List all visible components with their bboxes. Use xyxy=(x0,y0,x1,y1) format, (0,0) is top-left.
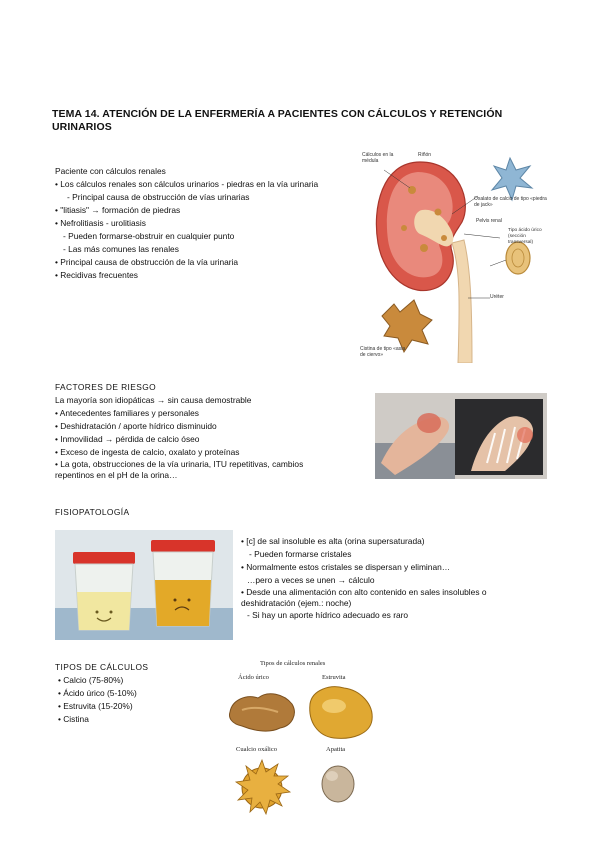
label-struvite: Estruvita xyxy=(322,674,346,681)
bullet-line: • Nefrolitiasis - urolitiasis xyxy=(55,218,146,228)
label-calculi: Cálculos en la médula xyxy=(362,152,394,164)
intro-line: La mayoría son idiopáticas → sin causa demostrable xyxy=(55,395,252,405)
sad-eye xyxy=(174,599,177,602)
label-calcium-oxalate: Cualcio oxálico xyxy=(236,746,277,753)
bullet-line: • Ácido úrico (5-10%) xyxy=(58,688,137,698)
label-pelvis: Pelvis renal xyxy=(476,218,502,224)
ureter-shape xyxy=(452,240,472,363)
bullet-line: • Inmovilidad → pérdida de calcio óseo xyxy=(55,434,200,444)
bullet-line: • "litiasis" → formación de piedras xyxy=(55,205,181,215)
bullet-line: • Desde una alimentación con alto contenido en sales insolubles o xyxy=(241,587,487,597)
tophus-highlight xyxy=(517,427,533,443)
section-heading: Paciente con cálculos renales xyxy=(55,166,166,176)
label-apatite: Apatita xyxy=(326,746,346,753)
continuation-line: repentinos en el pH de la orina… xyxy=(55,470,178,480)
stone-highlight xyxy=(326,771,338,781)
sub-line: - Pueden formarse cristales xyxy=(249,549,352,559)
stone-shape xyxy=(441,235,447,241)
stones-illustration xyxy=(222,660,392,830)
kidney-diagram xyxy=(360,148,550,363)
section-pathophysiology-heading-wrap xyxy=(55,506,129,519)
bullet-line: • Deshidratación / aporte hídrico disminuido xyxy=(55,421,217,431)
label-ureter: Uréter xyxy=(490,294,504,300)
sub-line: - Pueden formarse-obstruir en cualquier punto xyxy=(63,231,235,241)
bullet-line: • Normalmente estos cristales se dispersan y eliminan… xyxy=(241,562,451,572)
sub-line: …pero a veces se unen → cálculo xyxy=(247,575,375,585)
continuation-line: deshidratación (ejem.: noche) xyxy=(241,598,352,608)
stone-spikes xyxy=(236,760,290,814)
uric-acid-stone xyxy=(230,694,295,731)
section-heading: FISIOPATOLOGÍA xyxy=(55,507,130,517)
oxalate-stone-shape xyxy=(492,158,532,200)
sub-line: - Principal causa de obstrucción de vías urinarias xyxy=(67,192,250,202)
urine-cups-image xyxy=(55,530,233,640)
urine-samples-photo xyxy=(55,530,233,640)
bullet-line: • Exceso de ingesta de calcio, oxalato y proteínas xyxy=(55,447,240,457)
sub-line: - Si hay un aporte hídrico adecuado es raro xyxy=(247,610,409,620)
stone-highlight xyxy=(322,699,346,713)
section-heading: TIPOS DE CÁLCULOS xyxy=(55,662,149,672)
label-uric: Tipo ácido úrico (sección transversal) xyxy=(508,228,542,245)
bullet-line: • Calcio (75-80%) xyxy=(58,675,124,685)
uric-stone-shape xyxy=(506,242,530,274)
cup-lid xyxy=(73,552,135,564)
bullet-line: • La gota, obstrucciones de la vía urinaria, ITU repetitivas, cambios xyxy=(55,459,304,469)
bullet-line: • Antecedentes familiares y personales xyxy=(55,408,199,418)
label-oxalate: Oxalato de calcio de tipo «piedra de jack» xyxy=(474,196,547,208)
smiley-eye xyxy=(110,611,113,614)
struvite-stone xyxy=(310,687,372,739)
gout-foot-photo xyxy=(375,393,547,479)
section-heading: FACTORES DE RIESGO xyxy=(55,382,157,392)
label-kidney: Riñón xyxy=(418,152,432,158)
sad-eye xyxy=(188,599,191,602)
sub-line: - Las más comunes las renales xyxy=(63,244,179,254)
calcium-oxalate-stone xyxy=(236,760,290,814)
bullet-line: • Recidivas frecuentes xyxy=(55,270,138,280)
inflamed-joint xyxy=(417,413,441,433)
bullet-line: • Los cálculos renales son cálculos urinarios - piedras en la vía urinaria xyxy=(55,179,319,189)
foot-image xyxy=(375,393,547,479)
apatite-stone xyxy=(322,766,354,802)
leader-line xyxy=(490,260,506,266)
urine-light xyxy=(77,592,131,630)
smiley-eye xyxy=(96,611,99,614)
label-cystine: Cistina de tipo «asta de ciervo» xyxy=(360,346,406,358)
stone-shape xyxy=(401,225,407,231)
stone-shape xyxy=(435,209,442,216)
page-title: TEMA 14. ATENCIÓN DE LA ENFERMERÍA A PACIENTES CON CÁLCULOS Y RETENCIÓN URINARIOS xyxy=(52,108,503,133)
bullet-line: • Principal causa de obstrucción de la vía urinaria xyxy=(55,257,239,267)
kidney-illustration xyxy=(360,148,550,363)
section-risk-factors xyxy=(55,381,303,480)
bullet-line: • Cistina xyxy=(58,714,89,724)
leader-line xyxy=(464,234,500,238)
section-stone-types xyxy=(55,661,148,726)
figure-title: Tipos de cálculos renales xyxy=(260,660,326,667)
urine-dark xyxy=(155,580,211,626)
bullet-line: • [c] de sal insoluble es alta (orina supersaturada) xyxy=(241,536,425,546)
stone-types-figure xyxy=(222,660,392,830)
staghorn-stone-shape xyxy=(382,300,432,352)
bullet-line: • Estruvita (15-20%) xyxy=(58,701,133,711)
stone-shape xyxy=(420,244,428,252)
label-uric-acid: Ácido úrico xyxy=(238,674,269,681)
cup-lid xyxy=(151,540,215,552)
section-pathophysiology xyxy=(241,535,487,622)
section-kidney-stones xyxy=(55,165,318,282)
